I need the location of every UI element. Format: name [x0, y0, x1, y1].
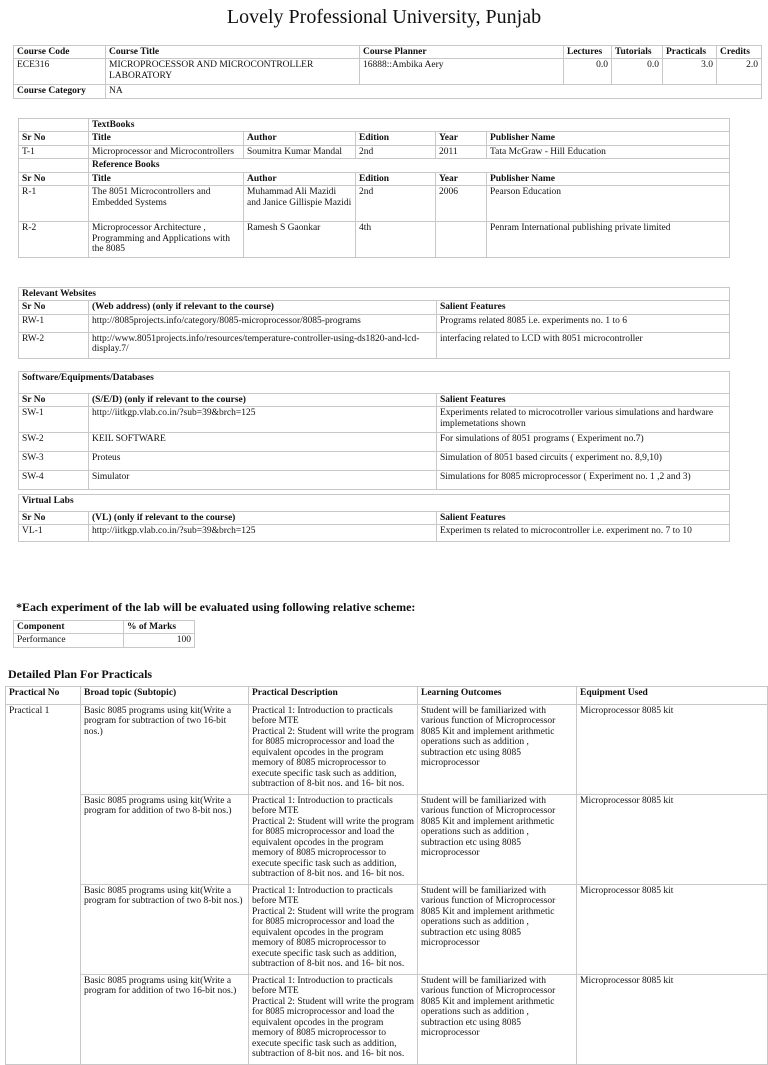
topic-header: Broad topic (Subtopic) — [81, 687, 249, 705]
sw-item: KEIL SOFTWARE — [89, 433, 437, 452]
sw-item: Proteus — [89, 452, 437, 471]
rb-year: 2006 — [436, 186, 487, 222]
course-planner: 16888::Ambika Aery — [360, 59, 564, 85]
tb-author-header: Author — [244, 132, 356, 145]
outcome-header: Learning Outcomes — [418, 687, 577, 705]
learning-outcome: Student will be familiarized with various function of Microprocessor 8085 Kit and implement arithmetic operations such as addition , subtraction etc using 8085 microprocessor — [418, 975, 577, 1065]
websites-label: Relevant Websites — [19, 288, 730, 301]
equipment-used: Microprocessor 8085 kit — [577, 705, 768, 795]
equipment-used: Microprocessor 8085 kit — [577, 885, 768, 975]
equipment-header: Equipment Used — [577, 687, 768, 705]
course-title-header: Course Title — [106, 46, 360, 59]
tb-year-header: Year — [436, 132, 487, 145]
equipment-used: Microprocessor 8085 kit — [577, 975, 768, 1065]
learning-outcome: Student will be familiarized with various function of Microprocessor 8085 Kit and implement arithmetic operations such as addition , subtraction etc using 8085 microprocessor — [418, 885, 577, 975]
tb-author: Soumitra Kumar Mandal — [244, 145, 356, 158]
practical-no: Practical 1 — [6, 705, 81, 1065]
rb-author: Ramesh S Gaonkar — [244, 222, 356, 258]
rw-link[interactable]: http://www.8051projects.info/resources/temperature-controller-using-ds1820-and-lcd-display.7/ — [89, 332, 437, 358]
marks-scheme-table — [13, 620, 195, 648]
practical-description: Practical 1: Introduction to practicals before MTE Practical 2: Student will write the program for 8085 microprocessor and load the equivalent opcodes in the program memory of 8085 microprocessor to execute specific task such as addition, subtraction of 8-bit nos. and 16- bit nos. — [249, 795, 418, 885]
component-header: Component — [14, 621, 124, 634]
rb-publisher: Pearson Education — [487, 186, 730, 222]
rb-title: Microprocessor Architecture , Programming and Applications with the 8085 — [89, 222, 244, 258]
practical-topic: Basic 8085 programs using kit(Write a program for addition of two 8-bit nos.) — [81, 795, 249, 885]
sw-addr-header: (S/E/D) (only if relevant to the course) — [89, 394, 437, 407]
course-info-table — [13, 45, 762, 99]
credits-value: 2.0 — [717, 59, 762, 85]
lectures-header: Lectures — [564, 46, 612, 59]
table-row — [19, 332, 730, 358]
table-row — [19, 407, 730, 433]
tb-publisher-header: Publisher Name — [487, 132, 730, 145]
table-row — [19, 525, 730, 542]
sw-features: For simulations of 8051 programs ( Experiment no.7) — [437, 433, 730, 452]
practical-no-header: Practical No — [6, 687, 81, 705]
rw-features: interfacing related to LCD with 8051 microcontroller — [437, 332, 730, 358]
sw-srno: SW-4 — [19, 471, 89, 490]
table-row — [19, 452, 730, 471]
table-row — [6, 795, 768, 885]
virtual-labs-table — [18, 494, 730, 542]
rb-edition: 4th — [356, 222, 436, 258]
sw-srno: SW-3 — [19, 452, 89, 471]
vl-srno-header: Sr No — [19, 512, 89, 525]
learning-outcome: Student will be familiarized with various function of Microprocessor 8085 Kit and implement arithmetic operations such as addition , subtraction etc using 8085 microprocessor — [418, 705, 577, 795]
table-row — [6, 885, 768, 975]
practical-plan-table — [5, 686, 768, 1065]
rb-title-header: Title — [89, 172, 244, 185]
software-label: Software/Equipments/Databases — [19, 372, 730, 394]
tb-title-header: Title — [89, 132, 244, 145]
marks-value: 100 — [124, 634, 195, 647]
practical-description: Practical 1: Introduction to practicals before MTE Practical 2: Student will write the program for 8085 microprocessor and load the equivalent opcodes in the program memory of 8085 microprocessor to execute specific task such as addition, subtraction of 8-bit nos. and 16- bit nos. — [249, 975, 418, 1065]
vl-srno: VL-1 — [19, 525, 89, 542]
detailed-plan-heading: Detailed Plan For Practicals — [8, 667, 153, 681]
sw-srno: SW-1 — [19, 407, 89, 433]
practical-topic: Basic 8085 programs using kit(Write a program for addition of two 16-bit nos.) — [81, 975, 249, 1065]
tutorials-header: Tutorials — [612, 46, 663, 59]
description-header: Practical Description — [249, 687, 418, 705]
practical-description: Practical 1: Introduction to practicals before MTE Practical 2: Student will write the program for 8085 microprocessor and load the equivalent opcodes in the program memory of 8085 microprocessor to execute specific task such as addition, subtraction of 8-bit nos. and 16- bit nos. — [249, 885, 418, 975]
rb-edition: 2nd — [356, 186, 436, 222]
sw-srno: SW-2 — [19, 433, 89, 452]
sw-item: Simulator — [89, 471, 437, 490]
rb-author: Muhammad Ali Mazidi and Janice Gillispie Mazidi — [244, 186, 356, 222]
table-row — [19, 186, 730, 222]
course-planner-header: Course Planner — [360, 46, 564, 59]
learning-outcome: Student will be familiarized with various function of Microprocessor 8085 Kit and implement arithmetic operations such as addition , subtraction etc using 8085 microprocessor — [418, 795, 577, 885]
rb-title: The 8051 Microcontrollers and Embedded Systems — [89, 186, 244, 222]
tb-title: Microprocessor and Microcontrollers — [89, 145, 244, 158]
virtual-labs-label: Virtual Labs — [19, 495, 730, 512]
course-category-label: Course Category — [14, 85, 106, 98]
rb-author-header: Author — [244, 172, 356, 185]
university-title: Lovely Professional University, Punjab — [226, 6, 542, 28]
sw-features: Simulation of 8051 based circuits ( experiment no. 8,9,10) — [437, 452, 730, 471]
practical-topic: Basic 8085 programs using kit(Write a program for subtraction of two 16-bit nos.) — [81, 705, 249, 795]
table-row — [19, 314, 730, 332]
rw-features: Programs related 8085 i.e. experiments no. 1 to 6 — [437, 314, 730, 332]
rb-year-header: Year — [436, 172, 487, 185]
rb-srno-header: Sr No — [19, 172, 89, 185]
table-row — [14, 634, 195, 647]
tb-srno: T-1 — [19, 145, 89, 158]
practical-description: Practical 1: Introduction to practicals before MTE Practical 2: Student will write the program for 8085 microprocessor and load the equivalent opcodes in the program memory of 8085 microprocessor to execute specific task such as addition, subtraction of 8-bit nos. and 16- bit nos. — [249, 705, 418, 795]
table-row — [19, 471, 730, 490]
rb-edition-header: Edition — [356, 172, 436, 185]
rw-srno: RW-1 — [19, 314, 89, 332]
sw-srno-header: Sr No — [19, 394, 89, 407]
tb-edition: 2nd — [356, 145, 436, 158]
rb-publisher: Penram International publishing private limited — [487, 222, 730, 258]
vl-features: Experimen ts related to microcontroller i.e. experiment no. 7 to 10 — [437, 525, 730, 542]
table-row — [6, 975, 768, 1065]
rw-addr-header: (Web address) (only if relevant to the course) — [89, 301, 437, 314]
rb-srno: R-2 — [19, 222, 89, 258]
evaluation-scheme-note: *Each experiment of the lab will be evaluated using following relative scheme: — [16, 600, 416, 614]
websites-table — [18, 287, 730, 359]
vl-addr-header: (VL) (only if relevant to the course) — [89, 512, 437, 525]
sw-link[interactable]: http://iitkgp.vlab.co.in/?sub=39&brch=125 — [89, 407, 437, 433]
tb-edition-header: Edition — [356, 132, 436, 145]
rw-link[interactable]: http://8085projects.info/category/8085-microprocessor/8085-programs — [89, 314, 437, 332]
tb-srno-header: Sr No — [19, 132, 89, 145]
vl-link[interactable]: http://iitkgp.vlab.co.in/?sub=39&brch=125 — [89, 525, 437, 542]
course-title: MICROPROCESSOR AND MICROCONTROLLER LABORATORY — [106, 59, 360, 85]
rw-srno: RW-2 — [19, 332, 89, 358]
table-row — [19, 433, 730, 452]
reference-books-label: Reference Books — [89, 159, 730, 172]
table-row — [19, 222, 730, 258]
tb-publisher: Tata McGraw - Hill Education — [487, 145, 730, 158]
sw-features: Experiments related to microcotroller various simulations and hardware implemetations shown — [437, 407, 730, 433]
course-code-header: Course Code — [14, 46, 106, 59]
lectures-value: 0.0 — [564, 59, 612, 85]
equipment-used: Microprocessor 8085 kit — [577, 795, 768, 885]
sw-features: Simulations for 8085 microprocessor ( Experiment no. 1 ,2 and 3) — [437, 471, 730, 490]
rb-srno: R-1 — [19, 186, 89, 222]
practical-topic: Basic 8085 programs using kit(Write a program for subtraction of two 8-bit nos.) — [81, 885, 249, 975]
component-value: Performance — [14, 634, 124, 647]
books-table — [18, 118, 730, 258]
rw-srno-header: Sr No — [19, 301, 89, 314]
textbooks-label: TextBooks — [89, 119, 730, 132]
practicals-value: 3.0 — [663, 59, 717, 85]
table-row — [19, 145, 730, 158]
table-row — [6, 705, 768, 795]
course-code: ECE316 — [14, 59, 106, 85]
tb-year: 2011 — [436, 145, 487, 158]
rb-publisher-header: Publisher Name — [487, 172, 730, 185]
software-table — [18, 371, 730, 490]
practicals-header: Practicals — [663, 46, 717, 59]
marks-header: % of Marks — [124, 621, 195, 634]
rw-features-header: Salient Features — [437, 301, 730, 314]
vl-features-header: Salient Features — [437, 512, 730, 525]
tutorials-value: 0.0 — [612, 59, 663, 85]
rb-year — [436, 222, 487, 258]
course-category: NA — [106, 85, 762, 98]
sw-features-header: Salient Features — [437, 394, 730, 407]
credits-header: Credits — [717, 46, 762, 59]
